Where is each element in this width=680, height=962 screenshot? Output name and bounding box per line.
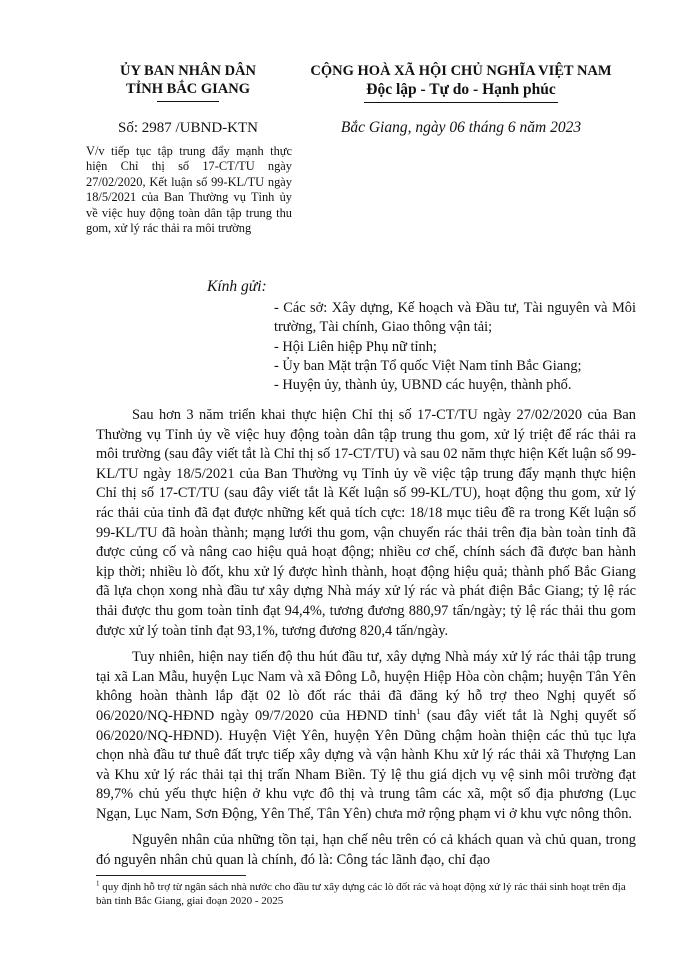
national-motto: Độc lập - Tự do - Hạnh phúc <box>366 81 556 98</box>
document-number: Số: 2987 /UBND-KTN <box>117 120 258 136</box>
paragraph-limitations <box>96 648 636 824</box>
footnote-separator <box>96 875 246 876</box>
footnote-text: quy định hỗ trợ từ ngân sách nhà nước cho đầu tư xây dựng các lò đốt rác và hoạt động xử lý rác thải sinh hoạt trên địa bàn tỉnh Bắc Giang, giai đoạn 2020 - 2025 <box>96 881 626 907</box>
footnote-mark: 1 <box>96 879 100 888</box>
paragraph-causes: Nguyên nhân của những tồn tại, hạn chế nêu trên có cả khách quan và chủ quan, trong đó nguyên nhân chủ quan là chính, đó là: Công tác lãnh đạo, chỉ đạo <box>96 832 636 869</box>
paragraph-limitations-part-1: Tuy nhiên, hiện nay tiến độ thu hút đầu tư, xây dựng Nhà máy xử lý rác thải tập trung tại xã Lan Mẫu, huyện Lục Nam và xã Đông Lỗ, huyện Hiệp Hòa còn chậm; huyện Tân Yên không hoàn thành lắp đặt 02 lò đốt rác thải đã đăng ký hỗ trợ theo Nghị quyết số 06/2020/NQ-HĐND ngày 09/7/2020 của HĐND tỉnh <box>96 649 636 724</box>
motto-underline <box>364 102 558 103</box>
recipient-item: - Hội Liên hiệp Phụ nữ tỉnh; <box>274 338 437 355</box>
recipient-item: - Huyện ủy, thành ủy, UBND các huyện, thành phố. <box>274 377 572 394</box>
document-subject: V/v tiếp tục tập trung đẩy mạnh thực hiện Chỉ thị số 17-CT/TU ngày 27/02/2020, Kết luận số 99-KL/TU ngày 18/5/2021 của Ban Thường vụ Tỉnh ủy về việc huy động toàn dân tập trung thu gom, xử lý rác thải ra môi trường <box>86 144 292 236</box>
authority-underline <box>157 101 219 102</box>
issuing-authority <box>108 62 268 102</box>
recipient-item: - Các sở: Xây dựng, Kế hoạch và Đầu tư, Tài nguyên và Môi trường, Tài chính, Giao thông vận tải; <box>274 300 636 336</box>
date-line: Bắc Giang, ngày 06 tháng 6 năm 2023 <box>340 119 582 136</box>
recipient-item: - Ủy ban Mặt trận Tổ quốc Việt Nam tỉnh Bắc Giang; <box>274 357 582 374</box>
nation-name: CỘNG HOÀ XÃ HỘI CHỦ NGHĨA VIỆT NAM <box>310 63 612 79</box>
salutation: Kính gửi: <box>207 278 267 295</box>
footnote-reference[interactable]: 1 <box>416 707 421 717</box>
footnote <box>96 880 636 908</box>
paragraph-limitations-part-2: (sau đây viết tắt là Nghị quyết số 06/2020/NQ-HĐND). Huyện Việt Yên, huyện Yên Dũng chậm hoàn thiện các thủ tục lựa chọn nhà đầu tư thuê đất trực tiếp xây dựng và vận hành Khu xử lý rác thải xã Thượng Lan và Khu xử lý rác thải tại thị trấn Nham Biền. Tỷ lệ thu giá dịch vụ vệ sinh môi trường đạt 89,7% chủ yếu thực hiện ở khu vực đô thị và trung tâm các xã, một số địa phương (Lục Ngạn, Lục Nam, Sơn Động, Yên Thế, Tân Yên) chưa mở rộng phạm vi ở khu vực nông thôn. <box>96 707 636 822</box>
paragraph-results: Sau hơn 3 năm triển khai thực hiện Chỉ thị số 17-CT/TU ngày 27/02/2020 của Ban Thường vụ Tỉnh ủy về việc huy động toàn dân tập trung thu gom, xử lý triệt để rác thải ra môi trường (sau đây viết tắt là Chỉ thị số 17-CT/TU) và sau 02 năm thực hiện Kết luận số 99-KL/TU ngày 18/5/2021 của Ban Thường vụ Tỉnh ủy về việc tập trung đẩy mạnh thực hiện Chỉ thị số 17-CT/TU (sau đây viết tắt là Kết luận số 99-KL/TU), hoạt động thu gom, xử lý rác thải của tỉnh đã đạt được những kết quả tích cực: 18/18 mục tiêu đề ra trong Kết luận số 99-KL/TU đã hoàn thành; mạng lưới thu gom, vận chuyển rác thải trên địa bàn toàn tỉnh đã được củng cố và nâng cao hiệu quả hoạt động; nhiều cơ chế, chính sách đã được ban hành kịp thời; nhiều lò đốt, khu xử lý được hình thành, hoạt động hiệu quả; thành phố Bắc Giang đã lựa chọn xong nhà đầu tư xây dựng Nhà máy xử lý rác và phát điện Bắc Giang; tỷ lệ rác thải được thu gom toàn tỉnh đạt 94,4%, tương đương 880,97 tấn/ngày; tỷ lệ rác thải thu gom được xử lý toàn tỉnh đạt 93,1%, tương đương 820,4 tấn/ngày. <box>96 407 636 639</box>
authority-line-1: ỦY BAN NHÂN DÂN <box>119 63 256 79</box>
authority-line-2: TỈNH BẮC GIANG <box>125 81 251 97</box>
body-text <box>96 406 636 878</box>
recipient-list <box>274 299 636 395</box>
national-title <box>296 62 626 103</box>
